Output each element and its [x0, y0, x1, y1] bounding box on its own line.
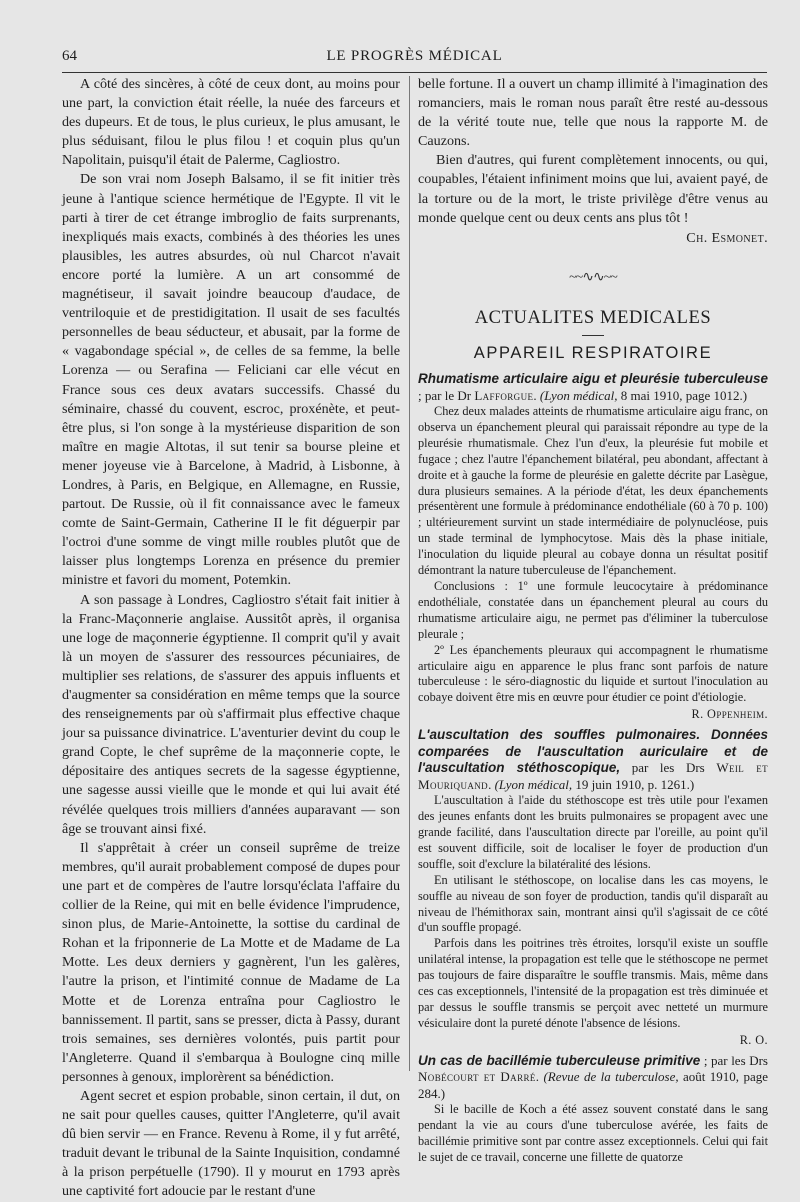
article	[418, 371, 768, 723]
article-paragraph: Chez deux malades atteints de rhumatisme articulaire aigu franc, on observa un épanchement pleural qui paraissait répondre au type de la pleurésie rhumatismale. Chez l'un d'eux, la pleurésie fut mobile et fugace ; chez l'autre l'épanchement bilatéral, peu abondant, affectant à droite et à gauche la forme de pleurésie en galette décrite par Lasègue, dura plusieurs semaines. A la période d'état, les deux épanchements présentèrent une formule à prédominance endothéliale (60 à 70 p. 100) ; ultérieurement survint un stade intermédiaire de polynucléose, puis un stade terminal de lymphocytose. Mais dès la phase initiale, l'inoculation du liquide pleural au cobaye donna un résultat positif démontrant la nature tuberculeuse de l'épanchement.	[418, 404, 768, 578]
page-number: 64	[62, 48, 77, 64]
article	[418, 727, 768, 1049]
paragraph: A côté des sincères, à côté de ceux dont, au moins pour une part, la conviction était réelle, la nuée des farceurs et des dupeurs. Et de tous, le plus curieux, le plus amusant, le plus séduisant, filou le plus filou ! et coquin plus qu'un Napolitain, puisqu'il était de Palerme, Cagliostro.	[62, 76, 400, 169]
paragraph: Bien d'autres, qui furent complètement innocents, ou qui, coupables, l'étaient infiniment moins que lui, avaient payé, de la torture ou de la mort, le triste privilège d'être venus au monde quelque cent ou deux cents ans plus tôt !	[418, 152, 768, 226]
paragraph-continuation: belle fortune. Il a ouvert un champ illimité à l'imagination des romanciers, mais le roman nous paraît être resté au-dessous de la vérité toute nue, telle que nous la rapporte M. de Cauzons.	[418, 76, 768, 150]
article-signature: R. Oppenheim.	[691, 707, 768, 722]
header-rule	[62, 72, 767, 73]
article-header: L'auscultation des souffles pulmonaires. Données comparées de l'auscultation auriculaire et de l'auscultation stéthoscopique, par les Drs Weil et Mouriquand. (Lyon médical, 19 juin 1910, p. 1261.)	[418, 727, 768, 792]
paragraph: A son passage à Londres, Cagliostro s'était fait initier à la Franc-Maçonnerie anglaise. Aussitôt après, il organisa une loge de maçonnerie égyptienne. Il comprit qu'il y avait là un moyen de s'assurer des ressources pécuniaires, de multiplier ses relations, de s'assurer des appuis influents et d'augmenter sa considération en même temps que la source des renseignements par où s'affirmait plus effective chaque jour sa puissance divinatrice. L'aventurier devint du coup le grand Copte, le chef suprême de la maçonnerie copte, le dépositaire des antiques secrets de la sagesse égyptienne, une sagesse aussi vieille que le monde et qui lui avait été révélée quelques trois milliers d'années auparavant — son âge se trouvant ainsi fixé.	[62, 591, 400, 837]
byline-prefix: ; par le Dr	[418, 387, 475, 403]
source-journal: (Lyon médical,	[494, 776, 573, 792]
source-journal: (Lyon médical,	[539, 387, 618, 403]
article	[418, 1053, 768, 1166]
left-column	[62, 75, 400, 1202]
author-signature: Ch. Esmonet.	[686, 229, 768, 246]
article-author: Lafforgue	[474, 387, 534, 403]
byline-prefix: par les Drs	[620, 760, 717, 776]
short-rule	[582, 335, 604, 336]
article-paragraph: Si le bacille de Koch a été assez souvent constaté dans le sang pendant la vie au cours d'une tuberculose avérée, les faits de bacillémie primitive sont par contre assez exceptionnels. Celui qui fait le sujet de ce travail, concerne une fillette de quatorze	[418, 1102, 768, 1164]
article-header: Un cas de bacillémie tuberculeuse primitive ; par les Drs Nobécourt et Darré. (Revue de la tuberculose, août 1910, page 284.)	[418, 1052, 769, 1101]
article-paragraph: Conclusions : 1º une formule leucocytaire à prédominance endothéliale, constatée dans un épanchement pleural au cours du rhumatisme articulaire aigu, ne permet pas d'éliminer la tuberculose pleurale ;	[418, 579, 768, 641]
article-title: Un cas de bacillémie tuberculeuse primitive	[418, 1052, 701, 1068]
source-details: 19 juin 1910, p. 1261.)	[572, 776, 695, 792]
article-author: Weil et Mouriquand	[418, 760, 768, 792]
source-journal: (Revue de la tuberculose,	[543, 1069, 679, 1085]
source-details: août 1910, page 284.)	[418, 1069, 769, 1101]
article-signature: R. O.	[739, 1032, 768, 1047]
page-header	[62, 48, 767, 72]
article-paragraph: Parfois dans les poitrines très étroites, lorsqu'il existe un souffle unilatéral intense, la propagation est telle que le stéthoscope ne permet pas toujours de faire disparaître le souffle transmis. Mais, même dans ces cas exceptionnels, l'intensité de la propagation est très diminuée et par dessus le souffle transmis se perçoit avec netteté un murmure vésiculaire dont la pureté dénote l'absence de lésions.	[418, 936, 768, 1030]
subsection-title: APPAREIL RESPIRATOIRE	[473, 343, 713, 362]
article-title: L'auscultation des souffles pulmonaires. Données comparées de l'auscultation auriculaire et de l'auscultation stéthoscopique,	[418, 727, 768, 776]
right-column	[418, 75, 768, 1166]
article-paragraph: 2º Les épanchements pleuraux qui accompagnent le rhumatisme articulaire aigu en apparence le plus franc sont parfois de nature tuberculeuse : le séro-diagnostic du liquide et surtout l'inoculation au cobaye doivent être mis en œuvre pour étudier ce point d'étiologie.	[418, 642, 768, 705]
article-title: Rhumatisme articulaire aigu et pleurésie tuberculeuse	[418, 371, 768, 387]
article-author: Nobécourt et Darré	[418, 1069, 536, 1085]
byline-prefix: ; par les Drs	[700, 1052, 768, 1068]
running-title: LE PROGRÈS MÉDICAL	[326, 48, 503, 64]
source-details: 8 mai 1910, page 1012.)	[617, 387, 748, 403]
column-divider	[409, 76, 410, 1071]
paragraph: Il s'apprêtait à créer un conseil suprême de treize membres, qu'il aurait probablement composé de dupes pour une part et de compères de l'autre lorsqu'éclata l'affaire du collier de la Reine, qui mit en belle évidence l'imprudence, sinon plus, de Marie-Antoinette, la sottise du cardinal de Rohan et la friponnerie de La Motte et de Madame de La Motte. Les deux derniers y gagnèrent, l'un les galères, l'autre la prison, et l'intimité connue de Madame de La Motte et de Lorenza entraîna pour Cagliostro le bannissement. Il partit, sans se presser, dicta à Passy, durant trois semaines, ses dernières volontés, puis partit pour l'Angleterre. Quand il s'embarqua à Boulogne cinq mille personnes à genoux, implorèrent sa bénédiction.	[62, 839, 400, 1085]
section-title: ACTUALITES MEDICALES	[474, 307, 712, 328]
paragraph: De son vrai nom Joseph Balsamo, il se fit initier très jeune à l'antique science hermétique de l'Egypte. Il vit le parti à tirer de cet étrange imbroglio de faits surprenants, inexpliqués mais exacts, combinés à des théories les unes plausibles, les autres absurdes, où nul Charcot n'avait encore porté la lumière. A un art consommé de magnétiseur, il savait joindre beaucoup d'audace, de ventriloquie et de prestidigitation. Il usait de ses facultés personnelles de beau séducteur, et abusait, par la forme de « vagabondage spécial », de celles de sa femme, la belle Lorenza — ou Serafina — Feliciani car elle vécut en France sous ces deux avatars successifs. Chassé du séminaire, chassé du couvent, escroc, proxénète, et peut-être plus, si l'on songe à la mystérieuse disparition de son maître en magie Altotas, il sut tenir sa bourse pleine et mener joyeuse vie à Barcelone, à Madrid, à Lisbonne, à Londres, à Paris, en Belgique, en Allemagne, en Russie, partout. De Russie, où il fit connaissance avec le fameux comte de Saint-Germain, Catherine II le fit déguerpir par l'octroi d'une somme de vingt mille roubles plutôt que de laisser plus longtemps Lorenza en présence du premier ministre et favori du moment, Potemkin.	[62, 171, 400, 589]
paragraph: Agent secret et espion probable, sinon certain, il dut, on ne sait pour quelles causes, quitter l'Angleterre, qu'il avait dû bien servir — en France. Revenu à Rome, il y fut arrêté, traduit devant le tribunal de la Sainte Inquisition, condamné à la prison perpétuelle (1790). Il y mourut en 1793 après une captivité fort adoucie par le restant d'une	[62, 1087, 400, 1200]
article-paragraph: L'auscultation à l'aide du stéthoscope est très utile pour l'examen des jeunes enfants dont les bruits pulmonaires se propagent avec une grande facilité, dans l'auscultation directe par l'oreille, au point qu'il est souvent difficile, soit de localiser le foyer de production d'un souffle, soit d'exclure la bilatéralité des lésions.	[418, 793, 768, 871]
article-paragraph: En utilisant le stéthoscope, on localise dans les cas moyens, le souffle au niveau de son foyer de production, tandis qu'il disparaît au niveau de l'hémithorax sain, montrant ainsi qu'il s'agissait de ce côté d'un souffle propagé.	[418, 872, 768, 935]
article-header: Rhumatisme articulaire aigu et pleurésie tuberculeuse ; par le Dr Lafforgue. (Lyon médical, 8 mai 1910, page 1012.)	[418, 371, 768, 403]
ornament-divider: ~~∿∿~~	[569, 269, 617, 285]
